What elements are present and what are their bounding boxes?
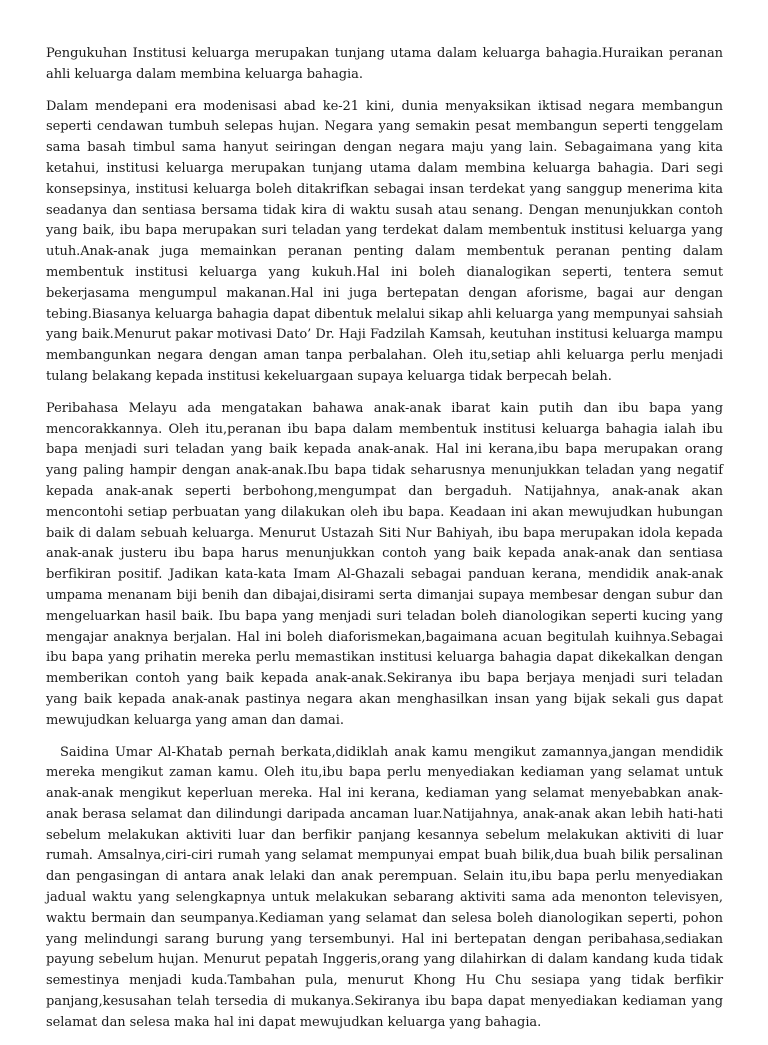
essay-paragraph-role-model: Peribahasa Melayu ada mengatakan bahawa anak-anak ibarat kain putih dan ibu bapa yang mencorakkannya. Oleh itu,peranan ibu bapa dalam membentuk institusi keluarga bahagia ialah ibu bapa menjadi suri teladan yang baik kepada anak-anak. Hal ini kerana,ibu bapa merupakan orang yang paling hampir dengan anak-anak.Ibu bapa tidak seharusnya menunjukkan teladan yang negatif kepada anak-anak seperti berbohong,mengumpat dan bergaduh. Natijahnya, anak-anak akan mencontohi setiap perbuatan yang dilakukan oleh ibu bapa. Keadaan ini akan mewujudkan hubungan baik di dalam sebuah keluarga. Menurut Ustazah Siti Nur Bahiyah, ibu bapa merupakan idola kepada anak-anak justeru ibu bapa harus menunjukkan contoh yang baik kepada anak-anak dan sentiasa berfikiran positif. Jadikan kata-kata Imam Al-Ghazali sebagai panduan kerana, mendidik anak-anak umpama menanam biji benih dan dibajai,disirami serta dimanjai supaya membesar dengan subur dan mengeluarkan hasil baik. Ibu bapa yang menjadi suri teladan boleh dianologikan seperti kucing yang mengajar anaknya berjalan. Hal ini boleh diaforismekan,bagaimana acuan begitulah kuihnya.Sebagai ibu bapa yang prihatin mereka perlu memastikan institusi keluarga bahagia dapat dikekalkan dengan memberikan contoh yang baik kepada anak-anak.Sekiranya ibu bapa berjaya menjadi suri teladan yang baik kepada anak-anak pastinya negara akan menghasilkan insan yang bijak sekali gus dapat mewujudkan keluarga yang aman dan damai. <box>46 400 723 728</box>
essay-paragraph-introduction: Dalam mendepani era modenisasi abad ke-21 kini, dunia menyaksikan iktisad negara membangun seperti cendawan tumbuh selepas hujan. Negara yang semakin pesat membangun seperti tenggelam sama basah timbul sama hanyut seiringan dengan negara maju yang lain. Sebagaimana yang kita ketahui, institusi keluarga merupakan tunjang utama dalam membina keluarga bahagia. Dari segi konsepsinya, institusi keluarga boleh ditakrifkan sebagai insan terdekat yang sanggup menerima kita seadanya dan sentiasa bersama tidak kira di waktu susah atau senang. Dengan menunjukkan contoh yang baik, ibu bapa merupakan suri teladan yang terdekat dalam membentuk institusi keluarga yang utuh.Anak-anak juga memainkan peranan penting dalam membentuk peranan penting dalam membentuk institusi keluarga yang kukuh.Hal ini boleh dianalogikan seperti, tentera semut bekerjasama mengumpul makanan.Hal ini juga bertepatan dengan aforisme, bagai aur dengan tebing.Biasanya keluarga bahagia dapat dibentuk melalui sikap ahli keluarga yang mempunyai sahsiah yang baik.Menurut pakar motivasi Dato’ Dr. Haji Fadzilah Kamsah, keutuhan institusi keluarga mampu membangunkan negara dengan aman tanpa perbalahan. Oleh itu,setiap ahli keluarga perlu menjadi tulang belakang kepada institusi kekeluargaan supaya keluarga tidak berpecah belah. <box>46 98 723 384</box>
essay-document <box>46 44 723 1045</box>
essay-paragraph-safe-home: Saidina Umar Al-Khatab pernah berkata,didiklah anak kamu mengikut zamannya,jangan mendidik mereka mengikut zaman kamu. Oleh itu,ibu bapa perlu menyediakan kediaman yang selamat untuk anak-anak mengikut keperluan mereka. Hal ini kerana, kediaman yang selamat menyebabkan anak-anak berasa selamat dan dilindungi daripada ancaman luar.Natijahnya, anak-anak akan lebih hati-hati sebelum melakukan aktiviti luar dan berfikir panjang kesannya sebelum melakukan aktiviti di luar rumah. Amsalnya,ciri-ciri rumah yang selamat mempunyai empat buah bilik,dua buah bilik persalinan dan pengasingan di antara anak lelaki dan anak perempuan. Selain itu,ibu bapa perlu menyediakan jadual waktu yang selengkapnya untuk melakukan sebarang aktiviti sama ada menonton televisyen, waktu bermain dan seumpanya.Kediaman yang selamat dan selesa boleh dianologikan seperti, pohon yang melindungi sarang burung yang tersembunyi. Hal ini bertepatan dengan peribahasa,sediakan payung sebelum hujan. Menurut pepatah Inggeris,orang yang dilahirkan di dalam kandang kuda tidak semestinya menjadi kuda.Tambahan pula, menurut Khong Hu Chu sesiapa yang tidak berfikir panjang,kesusahan telah tersedia di mukanya.Sekiranya ibu bapa dapat menyediakan kediaman yang selamat dan selesa maka hal ini dapat mewujudkan keluarga yang bahagia. <box>46 744 723 1030</box>
essay-question: Pengukuhan Institusi keluarga merupakan tunjang utama dalam keluarga bahagia.Huraikan peranan ahli keluarga dalam membina keluarga bahagia. <box>46 46 723 82</box>
